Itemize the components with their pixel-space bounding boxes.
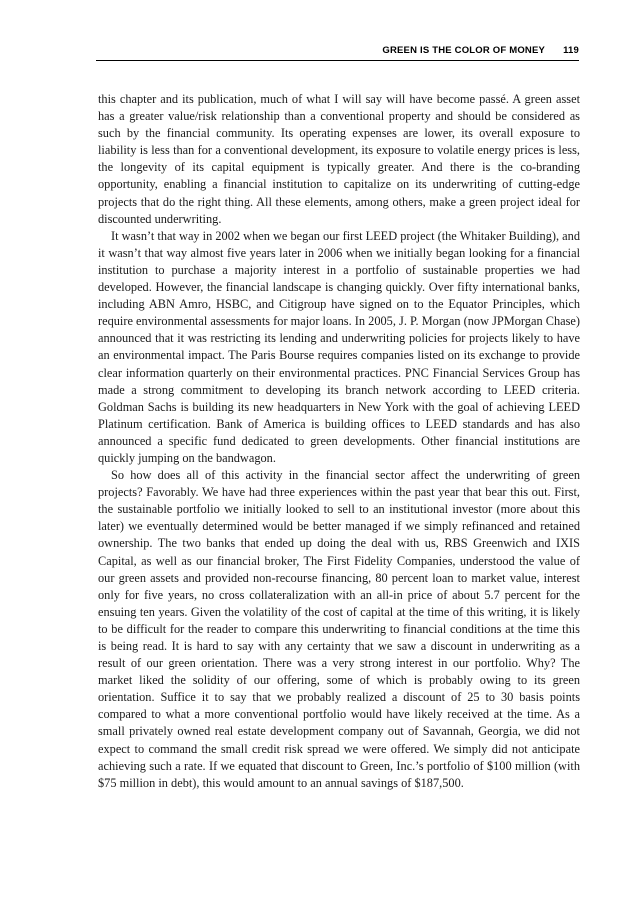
paragraph-underwriting: So how does all of this activity in the financial sector affect the underwriting of green projects? Favorably. We have had three experiences within the past year that bear this out. First, the sustainable portfolio we initially looked to sell to an institutional investor (more about this later) we eventually determined would be better managed if we simply refinanced and retained ownership. The two banks that ended up doing the deal with us, RBS Greenwich and IXIS Capital, as well as our financial broker, The First Fidelity Companies, understood the value of our green assets and provided non-recourse financing, 80 percent loan to market value, interest only for five years, no cross collateralization with an all-in price of about 5.7 percent for the ensuing ten years. Given the volatility of the cost of capital at the time of this writing, it is likely to be difficult for the reader to compare this underwriting to financial conditions at the time this is being read. It is hard to say with any certainty that we saw a discount in underwriting as a result of our green orientation. There was a very strong interest in our portfolio. Why? The market liked the solidity of our offering, some of which is probably owing to its green orientation. Suffice it to say that we probably realized a discount of 25 to 30 basis points compared to what a more conventional portfolio would have likely received at the time. As a small privately owned real estate development company out of Savannah, Georgia, we did not expect to command the small credit risk spread we were offered. We simply did not anticipate achieving such a rate. If we equated that discount to Green, Inc.’s portfolio of $100 million (with $75 million in debt), this would amount to an annual savings of $187,500.	[98, 468, 580, 790]
page-number: 119	[563, 45, 579, 56]
paragraph-continuation: this chapter and its publication, much of what I will say will have become passé. A green asset has a greater value/risk relationship than a conventional property and should be considered as such by the financial community. Its operating expenses are lower, its overall exposure to liability is less than for a conventional development, its exposure to volatile energy prices is less, the longevity of its capital equipment is typically greater. And there is the co-branding opportunity, enabling a financial institution to capitalize on its underwriting of cutting-edge projects that do the right thing. All these elements, among others, make a green project ideal for discounted underwriting.	[98, 92, 580, 226]
running-title: GREEN IS THE COLOR OF MONEY	[382, 45, 546, 56]
paragraph-financial-landscape: It wasn’t that way in 2002 when we began our first LEED project (the Whitaker Building), and it wasn’t that way almost five years later in 2006 when we initially began looking for a financial institution to purchase a majority interest in a portfolio of sustainable properties we had developed. However, the financial landscape is changing quickly. Over fifty international banks, including ABN Amro, HSBC, and Citigroup have signed on to the Equator Principles, which require environmental assessments for major loans. In 2005, J. P. Morgan (now JPMorgan Chase) announced that it was restricting its lending and underwriting policies for projects likely to have an environmental impact. The Paris Bourse requires companies listed on its exchange to provide clear information quarterly on their environmental practices. PNC Financial Services Group has made a strong commitment to developing its branch network according to LEED criteria. Goldman Sachs is building its new headquarters in New York with the goal of achieving LEED Platinum certification. Bank of America is building offices to LEED standards and has also announced a specific fund dedicated to green developments. Other financial institutions are quickly jumping on the bandwagon.	[98, 228, 580, 465]
running-head	[96, 44, 579, 61]
body-text	[98, 91, 580, 792]
